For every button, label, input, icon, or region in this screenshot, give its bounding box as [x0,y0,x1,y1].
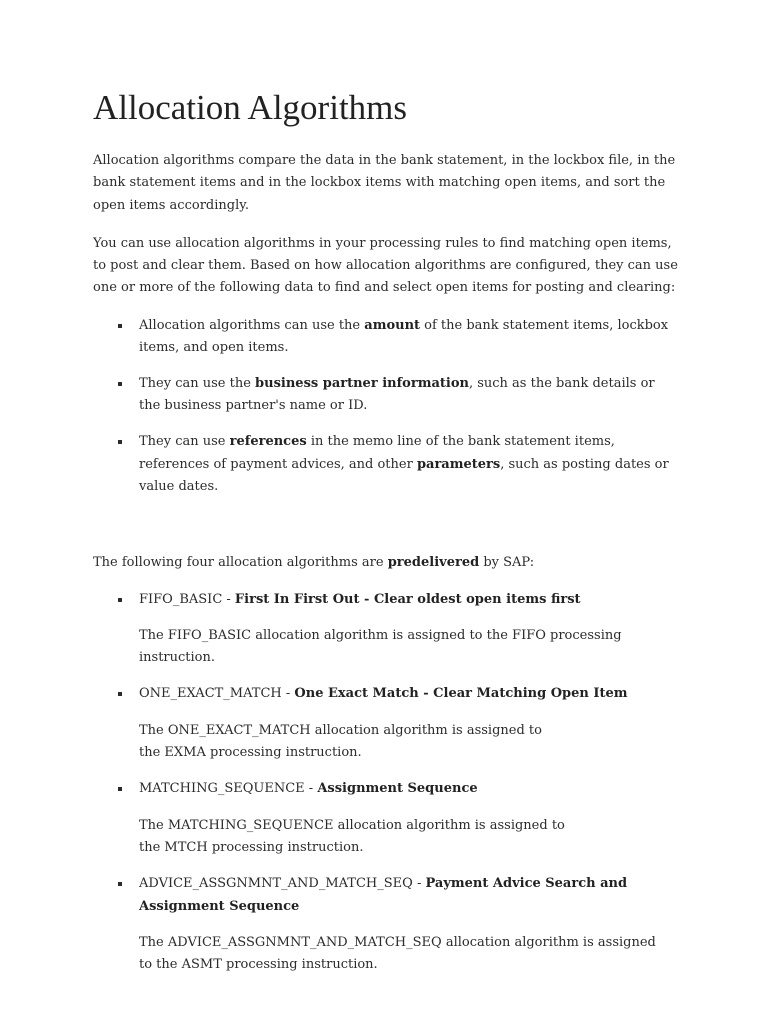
algorithm-heading: MATCHING_SEQUENCE - Assignment Sequence [139,781,478,797]
algorithm-description: The MATCHING_SEQUENCE allocation algorithm is assigned to the MTCH processing instruction. [139,817,565,855]
intro-paragraph: Allocation algorithms compare the data in the bank statement, in the lockbox file, in the bank statement items and in the lockbox items with matching open items, and sort the open items accordingly. [93,153,676,213]
algorithm-item-matching-sequence [139,778,680,859]
algorithm-description: The FIFO_BASIC allocation algorithm is assigned to the FIFO processing instruction. [139,627,622,666]
algorithm-heading: ADVICE_ASSGNMNT_AND_MATCH_SEQ - Payment Advice Search and Assignment Sequence [139,876,628,914]
list-item-business-partner: They can use the business partner information, such as the bank details or the business partner's name or ID. [139,373,680,418]
list-item-amount: Allocation algorithms can use the amount of the bank statement items, lockbox items, and open items. [139,315,680,360]
algorithm-heading: ONE_EXACT_MATCH - One Exact Match - Clear Matching Open Item [139,686,628,702]
algorithm-item-fifo-basic [139,589,680,670]
algorithm-description: The ONE_EXACT_MATCH allocation algorithm is assigned to the EXMA processing instruction. [139,722,542,761]
predelivered-paragraph: The following four allocation algorithms are predelivered by SAP: [93,555,535,571]
algorithm-heading: FIFO_BASIC - First In First Out - Clear oldest open items first [139,591,581,607]
algorithm-item-one-exact-match [139,683,680,764]
algorithm-description: The ADVICE_ASSGNMNT_AND_MATCH_SEQ allocation algorithm is assigned to the ASMT processing instruction. [139,934,656,973]
algorithm-list [93,589,680,977]
data-usage-list [93,315,680,498]
list-item-references: They can use references in the memo line of the bank statement items, references of payment advices, and other parameters, such as posting dates or value dates. [139,431,680,498]
usage-paragraph: You can use allocation algorithms in your processing rules to find matching open items, to post and clear them. Based on how allocation algorithms are configured, they can use one or more of the following data to find and select open items for posting and clearing: [93,235,678,296]
page-title: Allocation Algorithms [93,88,408,127]
algorithm-item-advice-assgnmnt [139,873,680,976]
